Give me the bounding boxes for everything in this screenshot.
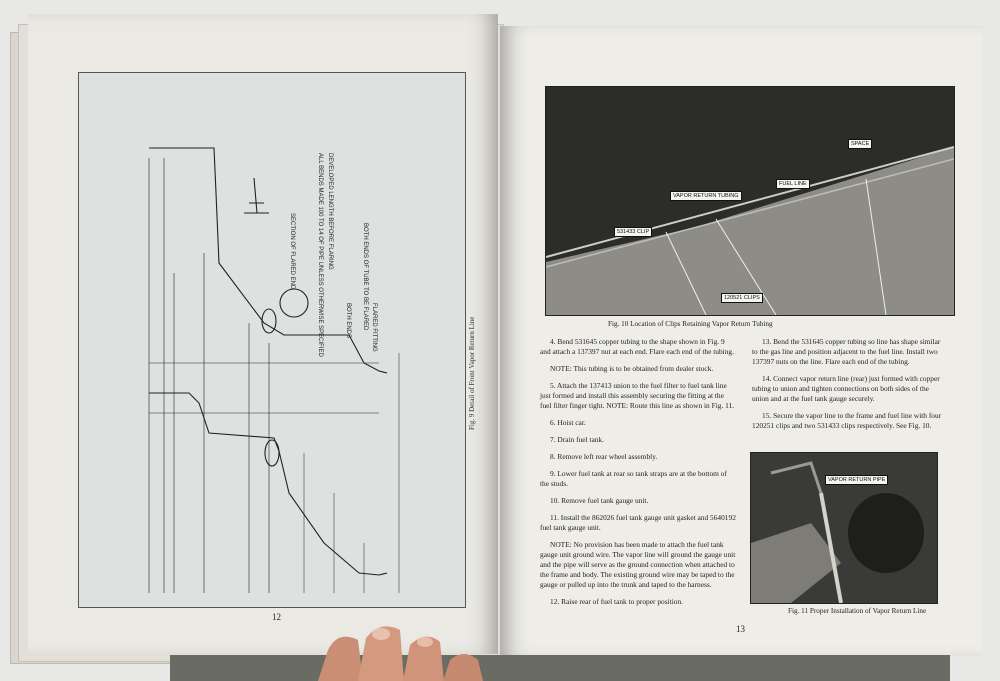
- paragraph: NOTE: This tubing is to be obtained from dealer stock.: [550, 364, 714, 373]
- undercarriage-photo: [546, 87, 954, 315]
- paragraph: NOTE: No provision has been made to attach the fuel tank gauge unit ground wire. The vapor line will ground the gauge unit and the pipe will serve as the ground connection when attached to the frame and body. The existing ground wire may be taped to the gauge or pulled up into the trunk and taped to the harness.: [540, 540, 736, 589]
- fig11-caption: Fig. 11 Proper Installation of Vapor Return Line: [788, 607, 927, 615]
- label-space: SPACE: [848, 139, 872, 149]
- label-vapor-return-tubing: VAPOR RETURN TUBING: [670, 191, 742, 201]
- label-clip: 531433 CLIP: [614, 227, 652, 237]
- fig10-photo: [545, 86, 955, 316]
- paragraph: 8. Remove left rear wheel assembly.: [550, 452, 658, 461]
- drawing-note: SECTION OF FLARED END: [289, 213, 295, 290]
- fig9-caption: Fig. 9 Detail of Front Vapor Return Line: [468, 316, 476, 430]
- paragraph: 15. Secure the vapor line to the frame and fuel line with four 120251 clips and two 531433 clips respectively. See Fig. 10.: [752, 411, 942, 430]
- ruler-underneath: [170, 655, 950, 681]
- page-number-right: 13: [736, 624, 745, 634]
- text-column-right: [752, 337, 944, 438]
- paragraph: 6. Hoist car.: [550, 418, 586, 427]
- label-clips: 120521 CLIPS: [721, 293, 763, 303]
- text-column-left: [540, 337, 736, 614]
- fig9-technical-drawing: [78, 72, 466, 608]
- paragraph: 11. Install the 862026 fuel tank gauge unit gasket and 5640192 fuel tank gauge unit.: [540, 513, 736, 532]
- drawing-note: BOTH ENDS OF TUBE TO BE FLARED: [362, 223, 368, 331]
- tubing-diagram: [79, 73, 465, 607]
- paragraph: 13. Bend the 531645 copper tubing so line has shape similar to the gas line and position adjacent to the fuel line. Install two 137397 nuts on the line. Flare each end of the tubing.: [752, 337, 941, 366]
- page-number-left: 12: [272, 612, 281, 622]
- paragraph: 9. Lower fuel tank at rear so tank straps are at the bottom of the studs.: [540, 469, 727, 488]
- paragraph: 4. Bend 531645 copper tubing to the shape shown in Fig. 9 and attach a 137397 nut at each end. Flare each end of the tubing.: [540, 337, 734, 356]
- drawing-note: FLARED FITTING: [371, 303, 377, 352]
- drawing-note: ALL BENDS MADE 100 TO 14 OF PIPE UNLESS OTHERWISE SPECIFIED: [317, 153, 323, 357]
- fig10-caption: Fig. 10 Location of Clips Retaining Vapor Return Tubing: [608, 320, 773, 328]
- paragraph: 7. Drain fuel tank.: [550, 435, 604, 444]
- paragraph: 12. Raise rear of fuel tank to proper position.: [550, 597, 683, 606]
- label-fuel-line: FUEL LINE: [776, 179, 810, 189]
- paragraph: 10. Remove fuel tank gauge unit.: [550, 496, 649, 505]
- paragraph: 14. Connect vapor return line (rear) just formed with copper tubing to union and tighten connections on both sides of the union and at the fuel tank gauge securely.: [752, 374, 940, 403]
- fig11-photo: [750, 452, 938, 604]
- label-vapor-return-pipe: VAPOR RETURN PIPE: [825, 475, 888, 485]
- drawing-note: DEVELOPED LENGTH BEFORE FLARING: [327, 153, 333, 270]
- paragraph: 5. Attach the 137413 union to the fuel filter to fuel tank line just formed and install this assembly securing the fitting at the fuel filter finger tight. NOTE: Route this line as shown in Fig. 11.: [540, 381, 735, 410]
- hand-thumb: [318, 620, 488, 681]
- drawing-note: BOTH ENDS: [345, 303, 351, 339]
